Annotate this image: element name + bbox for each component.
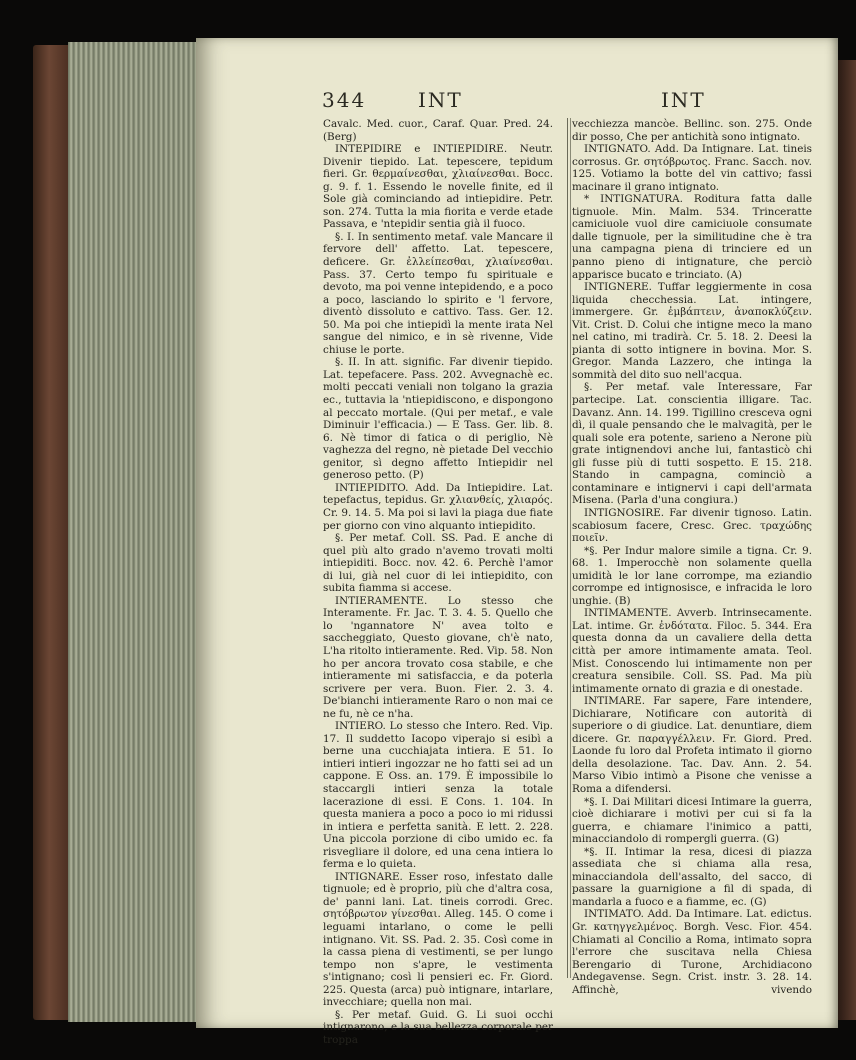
dictionary-entry: INTIMARE. Far sapere, Fare intendere, Dichiarare, Notificare con autorità di superiore o di giudice. Lat. denuntiare, diem dicere. Gr. παραγγέλλειν. Fr. Giord. Pred. Laonde fu loro dal Profeta intimato il giorno della desolazione. Tac. Dav. Ann. 2. 54. Marso Vibio intimò a Pisone che venisse a Roma a difendersi.	[572, 695, 812, 795]
book-page	[196, 38, 838, 1046]
left-column	[323, 118, 553, 1046]
dictionary-entry: §. II. In att. signific. Far divenir tiepido. Lat. tepefacere. Pass. 202. Avvegnachè ec. molti peccati veniali non tolgano la grazia ec., tuttavia la 'ntiepidiscono, e dispongono al peccato mortale. (Qui per metaf., e vale Diminuir l'efficacia.) — E Tass. Ger. lib. 8. 6. Nè timor di fatica o di periglio, Nè vaghezza del regno, nè pietade Del vecchio genitor, sì degno affetto Intiepidir nel generoso petto. (P)	[323, 356, 553, 482]
dictionary-entry: §. Per metaf. Guid. G. Li suoi occhi intignarono, e la sua bellezza corporale per troppa	[323, 1008, 553, 1046]
dictionary-entry: §. I. In sentimento metaf. vale Mancare il fervore dell' affetto. Lat. tepescere, deficere. Gr. ἐλλείπεσθαι, χλιαίνεσθαι. Pass. 37. Certo tempo fu spirituale e devoto, ma poi venne intepidendo, e a poco a poco, lasciando lo spirito e 'l fervore, diventò dissoluto e cattivo. Tass. Ger. 12. 50. Ma poi che intiepidì la mente irata Nel sangue del nimico, e in sè rivenne, Vide chiuse le porte.	[323, 230, 553, 356]
dictionary-entry: *§. II. Intimar la resa, dicesi di piazza assediata che si chiama alla resa, minacciandola dell'assalto, del sacco, di passare la guarnigione a fil di spada, di mandarla a fuoco e a fiamme, ec. (G)	[572, 845, 812, 908]
dictionary-entry: INTIGNOSIRE. Far divenir tignoso. Latin. scabiosum facere, Cresc. Grec. τραχώδης ποιεῖν.	[572, 506, 812, 545]
running-head-left: INT	[418, 88, 463, 112]
dictionary-entry: vecchiezza mancòe. Bellinc. son. 275. Onde dir posso, Che per antichità sono intignato.	[572, 118, 812, 143]
dictionary-entry: INTIMATO. Add. Da Intimare. Lat. edictus. Gr. κατηγγελμένος. Borgh. Vesc. Fior. 454. Chiamati al Concilio a Roma, intimato sopra l'errore che suscitava nella Chiesa Berengario di Turone, Archidiacono Andegavense. Segn. Crist. instr. 3. 28. 14. Affinchè, vivendo	[572, 908, 812, 996]
dictionary-entry: INTIEPIDITO. Add. Da Intiepidire. Lat. tepefactus, tepidus. Gr. χλιανθείς, χλιαρός. Cr. 9. 14. 5. Ma poi si lavi la piaga due fiate per giorno con vino alquanto intiepidito.	[323, 481, 553, 532]
dictionary-entry: §. Per metaf. Coll. SS. Pad. E anche di quel più alto grado n'avemo trovati molti intiepiditi. Bocc. nov. 42. 6. Perchè l'amor di lui, già nel cuor di lei intiepidito, con subita fiamma si accese.	[323, 532, 553, 595]
dictionary-entry: INTIMAMENTE. Avverb. Intrinsecamente. Lat. intime. Gr. ἐνδότατα. Filoc. 5. 344. Era questa donna da un cavaliere della detta città per amore intimamente amata. Teol. Mist. Conoscendo lui intimamente non per creatura sensibile. Coll. SS. Pad. Ma più intimamente ornato di grazia e di onestade.	[572, 607, 812, 695]
dictionary-entry: §. Per metaf. vale Interessare, Far partecipe. Lat. conscientia illigare. Tac. Davanz. Ann. 14. 199. Tigillino cresceva ogni dì, il quale pensando che le malvagità, per le quali sole era potente, sarieno a Nerone più grate intignendovi anche lui, fantasticò chi gli fusse più di tutti sospetto. E 15. 218. Stando in campagna, cominciò a contaminare e intignervi i capi dell'armata Misena. (Parla d'una congiura.)	[572, 381, 812, 507]
dictionary-entry: INTIERAMENTE. Lo stesso che Interamente. Fr. Jac. T. 3. 4. 5. Quello che lo 'ngannatore N' avea tolto e saccheggiato, Questo giovane, ch'è nato, L'ha ritolto intieramente. Red. Vip. 58. Non ho per ancora trovato cosa stabile, e che intieramente mi satisfaccia, e da poterla scrivere per vera. Buon. Fier. 2. 3. 4. De'bianchi intieramente Raro o non mai ce ne fu, nè ce n'ha.	[323, 594, 553, 720]
dictionary-entry: *§. I. Dai Militari dicesi Intimare la guerra, cioè dichiarare i motivi per cui si fa la guerra, e chiamare l'inimico a patti, minacciandolo di rompergli guerra. (G)	[572, 795, 812, 846]
column-divider	[567, 118, 568, 978]
dictionary-entry: INTIGNERE. Tuffar leggiermente in cosa liquida checchessia. Lat. intingere, immergere. Gr. ἐμβάπτειν, ἀναποκλύζειν. Vit. Crist. D. Colui che intigne meco la mano nel catino, mi tradirà. Cr. 5. 18. 2. Deesi la pianta di sotto intignere in bovina. Mor. S. Gregor. Manda Lazzero, che intinga la sommità del dito suo nell'acqua.	[572, 281, 812, 381]
dictionary-entry: *§. Per Indur malore simile a tigna. Cr. 9. 68. 1. Imperocchè non solamente quella umidità le lor lane corrompe, ma eziandio corrompe ed intignosisce, e infracida le loro unghie. (B)	[572, 544, 812, 607]
right-column	[572, 118, 812, 996]
dictionary-entry: INTIGNATO. Add. Da Intignare. Lat. tineis corrosus. Gr. σητόβρωτος. Franc. Sacch. nov. 125. Votiamo la botte del vin cattivo; fassi macinare il grano intignato.	[572, 143, 812, 193]
page-number: 344	[322, 88, 367, 112]
dictionary-entry: INTIGNARE. Esser roso, infestato dalle tignuole; ed è proprio, più che d'altra cosa, de' panni lani. Lat. tineis corrodi. Grec. σητόβρωτον γίνεσθαι. Alleg. 145. O come i leguami intarlano, o come le pelli intignano. Vit. SS. Pad. 2. 35. Così come in la cassa piena di vestimenti, se per lungo tempo non s'apre, le vestimenta s'intignano; così li pensieri ec. Fr. Giord. 225. Questa (arca) può intignare, intarlare, invecchiare; quella non mai.	[323, 870, 553, 1009]
dictionary-entry: INTIERO. Lo stesso che Intero. Red. Vip. 17. Il suddetto Iacopo viperajo si esibì a berne una cucchiajata intiera. E 51. Io intieri intieri ingozzar ne ho fatti sei ad un cappone. E Oss. an. 179. È impossibile lo staccargli intieri senza la totale lacerazione di essi. E Cons. 1. 104. In questa maniera a poco a poco io mi ridussi in intiera e perfetta sanità. E lett. 2. 228. Una piccola porzione di cibo umido ec. fa risvegliare il dolore, ed una cena intiera lo ferma e lo quieta.	[323, 720, 553, 871]
dictionary-entry: Cavalc. Med. cuor., Caraf. Quar. Pred. 24. (Berg)	[323, 118, 553, 143]
dictionary-entry: INTEPIDIRE e INTIEPIDIRE. Neutr. Divenir tiepido. Lat. tepescere, tepidum fieri. Gr. θερμαίνεσθαι, χλιαίνεσθαι. Bocc. g. 9. f. 1. Essendo le novelle finite, ed il Sole già cominciando ad intiepidire. Petr. son. 274. Tutta la mia fiorita e verde etade Passava, e 'ntepidir sentia già il fuoco.	[323, 143, 553, 231]
running-head-right: INT	[661, 88, 706, 112]
column-divider	[570, 118, 571, 978]
book-cover-spine-left	[33, 45, 69, 1020]
book-cover-right	[838, 60, 856, 1020]
page-edges	[68, 42, 198, 1022]
dictionary-entry: * INTIGNATURA. Roditura fatta dalle tignuole. Min. Malm. 534. Trinceratte camiciuole vuol dire camiciuole consumate dalle tignuole, per la similitudine che è tra una campagna piena di trinciere ed un panno pieno di intignature, che perciò apparisce bucato e trinciato. (A)	[572, 193, 812, 281]
